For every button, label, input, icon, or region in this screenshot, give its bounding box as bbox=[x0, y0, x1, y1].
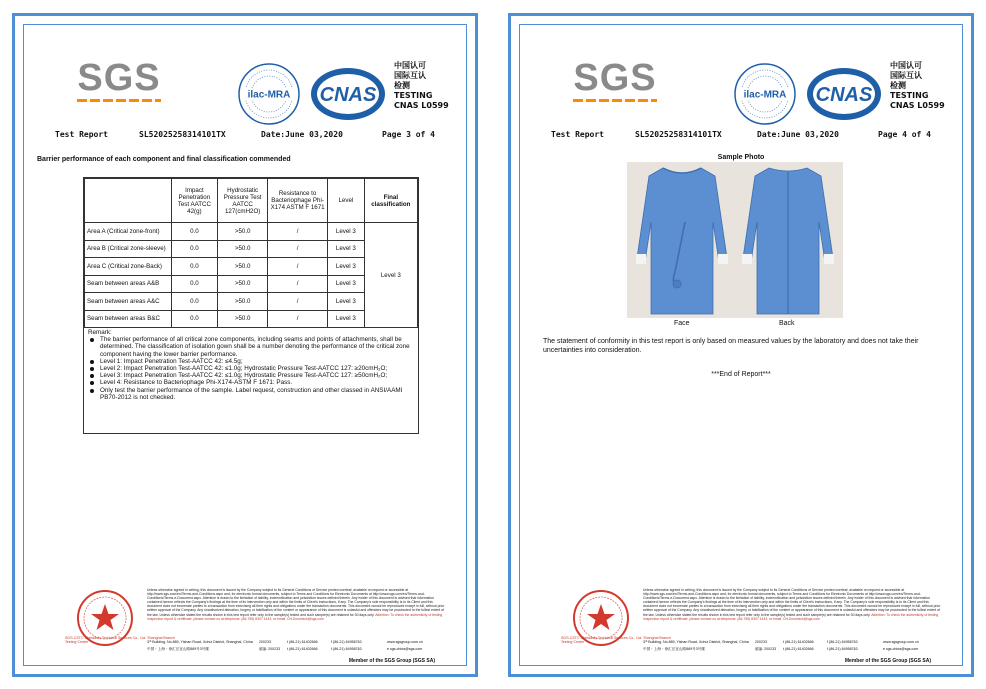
accreditation-text: 中国认可 国际互认 检测 TESTING CNAS L0599 bbox=[394, 61, 449, 110]
svg-text:ilac-MRA: ilac-MRA bbox=[247, 89, 291, 101]
remark-title: Remark: bbox=[88, 329, 112, 336]
remark-item: Level 3: Impact Penetration Test-AATCC 42: ≤1.0g; Hydrostatic Pressure Test-AATCC 127: ≥50cmH₂O; bbox=[88, 372, 416, 379]
final-classification: Level 3 bbox=[364, 223, 417, 328]
gown-back-image bbox=[739, 162, 837, 318]
photo-title: Sample Photo bbox=[717, 154, 765, 161]
section-title: Barrier performance of each component and final classification commended bbox=[37, 156, 291, 163]
remarks bbox=[84, 328, 418, 401]
table-row: Seam between areas A&C 0.0 >50.0 / Level 3 bbox=[85, 293, 418, 311]
svg-text:ilac-MRA: ilac-MRA bbox=[743, 89, 787, 101]
remark-item: Only test the barrier performance of the sample. Label request, construction and other classed in ANSI/AAMI PB70-2012 is not checked. bbox=[88, 387, 416, 401]
results-box bbox=[83, 177, 419, 434]
remark-item: Level 1: Impact Penetration Test-AATCC 42: ≤4.5g; bbox=[88, 358, 416, 365]
stamp-text: SGS-CSTC Standards Technical Services Co., Ltd. Shanghai Branch Testing Center bbox=[65, 636, 175, 645]
member-line: Member of the SGS Group (SGS SA) bbox=[348, 658, 435, 664]
cnas-logo bbox=[805, 66, 883, 122]
remark-item: Level 2: Impact Penetration Test-AATCC 42: ≤1.0g; Hydrostatic Pressure Test-AATCC 127: ≥20cmH₂O; bbox=[88, 365, 416, 372]
accreditation-text: 中国认可 国际互认 检测 TESTING CNAS L0599 bbox=[890, 61, 945, 110]
table-row: Area B (Critical zone-sleeve) 0.0 >50.0 / Level 3 bbox=[85, 240, 418, 258]
report-page-4: SGS ilac-MRA CNAS 中国认可 国际互认 检测 TESTING CNAS L0599 Test Report SL52025258314101TX Date:June 03,2020 Page 4 of 4 Sample Photo Face Back The statement of conformity in this test report is only based on measured values by the laboratory and does not take their uncertainties into consideration. ***End of Report*** SGS-CSTC Standards Technical Services Co., Ltd. Shanghai Branch Testing Center Unless otherwise agreed in writing, this document is issued by the Company subject to its General Conditions of Service printed overleaf, available on request or accessible at http://www.sgs.com/en/Terms-and-Conditions.aspx and, for electronic format documents, subject to Terms and Conditions for Electronic Documents at http://www.sgs.com/en/Terms-and-Conditions/Terms-e-Document.aspx. Attention is drawn to the limitation of liability, indemnification and jurisdiction issues defined therein. Any holder of this document is advised that information contained hereon reflects the Company's findings at the time of its intervention only and within the limits of Client's instructions, if any. The Company's sole responsibility is to its Client and this document does not exonerate parties to a transaction from exercising all their rights and obligations under the transaction documents. This document cannot be reproduced except in full, without prior written approval of the Company. Any unauthorized alteration, forgery or falsification of the content or appearance of this document is unlawful and offenders may be prosecuted to the fullest extent of the law. Unless otherwise stated the results shown in this test report refer only to the sample(s) tested and such sample(s) are retained for 30 days only. Attention: To check the authenticity of testing /inspection report & certificate, please contact us at telephone: (86-755) 8307 1443, or email: CN.Doccheck@sgs.com 3ʳᵈ Building, No.889, Yishan Road, Xuhui District, Shanghai, China 200233 t (86-21) 61402666 f (86-21) 64958763 www.sgsgroup.com.cn 中国・上海・徐汇区宜山路889号3号楼 邮编: 200233 t (86-21) 61402666 f (86-21) 64958763 e sgs.china@sgs.com Member of the SGS Group (SGS SA) bbox=[508, 13, 974, 677]
conformity-statement: The statement of conformity in this test report is only based on measured values by the laboratory and does not take their uncertainties into consideration. bbox=[543, 338, 919, 354]
header-hydro: Hydrostatic Pressure Test AATCC 127(cmH2O) bbox=[218, 179, 268, 223]
header-blank bbox=[85, 179, 172, 223]
results-table bbox=[84, 178, 418, 328]
svg-text:CNAS: CNAS bbox=[319, 84, 377, 106]
table-row: Area C (Critical zone-Back) 0.0 >50.0 / Level 3 bbox=[85, 258, 418, 276]
remark-item: The barrier performance of all critical zone components, including seams and points of attachments, shall be determined. The classification of isolation gown shall be a number denoting the performance of the critical zone component having the lower barrier performance. bbox=[88, 336, 416, 358]
cnas-logo bbox=[309, 66, 387, 122]
header-bacterio: Resistance to Bacteriophage Phi-X174 ASTM F 1671 bbox=[268, 179, 328, 223]
sgs-logo: SGS bbox=[67, 52, 171, 104]
end-of-report: ***End of Report*** bbox=[711, 371, 771, 378]
report-page-3: SGS ilac-MRA CNAS 中国认可 国际互认 检测 TESTING CNAS L0599 Test Report SL52025258314101TX Date:June 03,2020 Page 3 of 4 Barrier performance of each component and final classification commended Impact Penetration Test AATCC 42(g) Hydrostatic Pressure Test AATCC 127(cmH2O) Resistance to Bacteriophage Phi-X174 ASTM F 1671 Level Final classification Area A (Critical zone-front) 0.0 >50.0 / Level 3 Level 3 Area B (Critical zone-sleeve) 0.0 >50.0 / Level 3 Area C (Critical zone-Back) 0.0 >50.0 / Level 3 Seam between areas A&B 0.0 >50.0 / Level 3 Seam between areas A&C 0.0 >50.0 / Level 3 Seam between areas B&C 0.0 >50.0 / Level 3 Remark: The barrier performance of all critical zone components, including seams and points of attachments, shall be determined. The classification of isolation gown shall be a number denoting the performance of the critical zone component having the lower barrier performance. Level 1: Impact Penetration Test-AATCC 42: ≤4.5g; Level 2: Impact Penetration Test-AATCC 42: ≤1.0g; Hydrostatic Pressure Test-AATCC 127: ≥20cmH₂O; Level 3: Impact Penetration Test-AATCC 42: ≤1.0g; Hydrostatic Pressure Test-AATCC 127: ≥50cmH₂O; Level 4: Resistance to Bacteriophage Phi-X174-ASTM F 1671: Pass. Only test the barrier performance of the sample. Label request, construction and other classed in ANSI/AAMI PB70-2012 is not checked. SGS-CSTC Standards Technical Services Co., Ltd. Shanghai Branch Testing Center Unless otherwise agreed in writing, this document is issued by the Company subject to its General Conditions of Service printed overleaf, available on request or accessible at http://www.sgs.com/en/Terms-and-Conditions.aspx and, for electronic format documents, subject to Terms and Conditions for Electronic Documents at http://www.sgs.com/en/Terms-and-Conditions/Terms-e-Document.aspx. Attention is drawn to the limitation of liability, indemnification and jurisdiction issues defined therein. Any holder of this document is advised that information contained hereon reflects the Company's findings at the time of its intervention only and within the limits of Client's instructions, if any. The Company's sole responsibility is to its Client and this document does not exonerate parties to a transaction from exercising all their rights and obligations under the transaction documents. This document cannot be reproduced except in full, without prior written approval of the Company. Any unauthorized alteration, forgery or falsification of the content or appearance of this document is unlawful and offenders may be prosecuted to the fullest extent of the law. Unless otherwise stated the results shown in this test report refer only to the sample(s) tested and such sample(s) are retained for 30 days only. Attention: To check the authenticity of testing /inspection report & certificate, please contact us at telephone: (86-755) 8307 1443, or email: CN.Doccheck@sgs.com 3ʳᵈ Building, No.889, Yishan Road, Xuhui District, Shanghai, China 200233 t (86-21) 61402666 f (86-21) 64958763 www.sgsgroup.com.cn 中国・上海・徐汇区宜山路889号3号楼 邮编: 200233 t (86-21) 61402666 f (86-21) 64958763 e sgs.china@sgs.com Member of the SGS Group (SGS SA) bbox=[12, 13, 478, 677]
report-header-line: Test Report SL52025258314101TX Date:June 03,2020 Page 3 of 4 bbox=[55, 130, 435, 139]
svg-text:CNAS: CNAS bbox=[815, 84, 873, 106]
sample-photo bbox=[627, 162, 843, 318]
terms-fineprint: Unless otherwise agreed in writing, this document is issued by the Company subject to its General Conditions of Service printed overleaf, available on request or accessible at http://www.sgs.com/en/Terms-and-Conditions.aspx and, for electronic format documents, subject to Terms and Conditions for Electronic Documents at http://www.sgs.com/en/Terms-and-Conditions/Terms-e-Document.aspx. Attention is drawn to the limitation of liability, indemnification and jurisdiction issues defined therein. Any holder of this document is advised that information contained hereon reflects the Company's findings at the time of its intervention only and within the limits of Client's instructions, if any. The Company's sole responsibility is to its Client and this document does not exonerate parties to a transaction from exercising all their rights and obligations under the transaction documents. This document cannot be reproduced except in full, without prior written approval of the Company. Any unauthorized alteration, forgery or falsification of the content or appearance of this document is unlawful and offenders may be prosecuted to the fullest extent of the law. Unless otherwise stated the results shown in this test report refer only to the sample(s) tested and such sample(s) are retained for 30 days only. Attention: To check the authenticity of testing /inspection report & certificate, please contact us at telephone: (86-755) 8307 1443, or email: CN.Doccheck@sgs.com bbox=[147, 588, 445, 621]
remark-item: Level 4: Resistance to Bacteriophage Phi-X174-ASTM F 1671: Pass. bbox=[88, 379, 416, 386]
table-row: Seam between areas B&C 0.0 >50.0 / Level 3 bbox=[85, 310, 418, 328]
member-line: Member of the SGS Group (SGS SA) bbox=[844, 658, 931, 664]
sgs-logo: SGS bbox=[563, 52, 667, 104]
header-final: Final classification bbox=[364, 179, 417, 223]
table-row: Seam between areas A&B 0.0 >50.0 / Level 3 bbox=[85, 275, 418, 293]
stamp-text: SGS-CSTC Standards Technical Services Co., Ltd. Shanghai Branch Testing Center bbox=[561, 636, 671, 645]
ilac-mra-logo bbox=[733, 62, 797, 126]
gown-face-image bbox=[633, 162, 731, 318]
caption-back: Back bbox=[779, 320, 795, 327]
report-header-line: Test Report SL52025258314101TX Date:June 03,2020 Page 4 of 4 bbox=[551, 130, 931, 139]
header-level: Level bbox=[328, 179, 365, 223]
ilac-mra-logo bbox=[237, 62, 301, 126]
caption-face: Face bbox=[674, 320, 690, 327]
terms-fineprint: Unless otherwise agreed in writing, this document is issued by the Company subject to its General Conditions of Service printed overleaf, available on request or accessible at http://www.sgs.com/en/Terms-and-Conditions.aspx and, for electronic format documents, subject to Terms and Conditions for Electronic Documents at http://www.sgs.com/en/Terms-and-Conditions/Terms-e-Document.aspx. Attention is drawn to the limitation of liability, indemnification and jurisdiction issues defined therein. Any holder of this document is advised that information contained hereon reflects the Company's findings at the time of its intervention only and within the limits of Client's instructions, if any. The Company's sole responsibility is to its Client and this document does not exonerate parties to a transaction from exercising all their rights and obligations under the transaction documents. This document cannot be reproduced except in full, without prior written approval of the Company. Any unauthorized alteration, forgery or falsification of the content or appearance of this document is unlawful and offenders may be prosecuted to the fullest extent of the law. Unless otherwise stated the results shown in this test report refer only to the sample(s) tested and such sample(s) are retained for 30 days only. Attention: To check the authenticity of testing /inspection report & certificate, please contact us at telephone: (86-755) 8307 1443, or email: CN.Doccheck@sgs.com bbox=[643, 588, 941, 621]
table-row: Area A (Critical zone-front) 0.0 >50.0 / Level 3 Level 3 bbox=[85, 223, 418, 241]
header-impact: Impact Penetration Test AATCC 42(g) bbox=[171, 179, 218, 223]
